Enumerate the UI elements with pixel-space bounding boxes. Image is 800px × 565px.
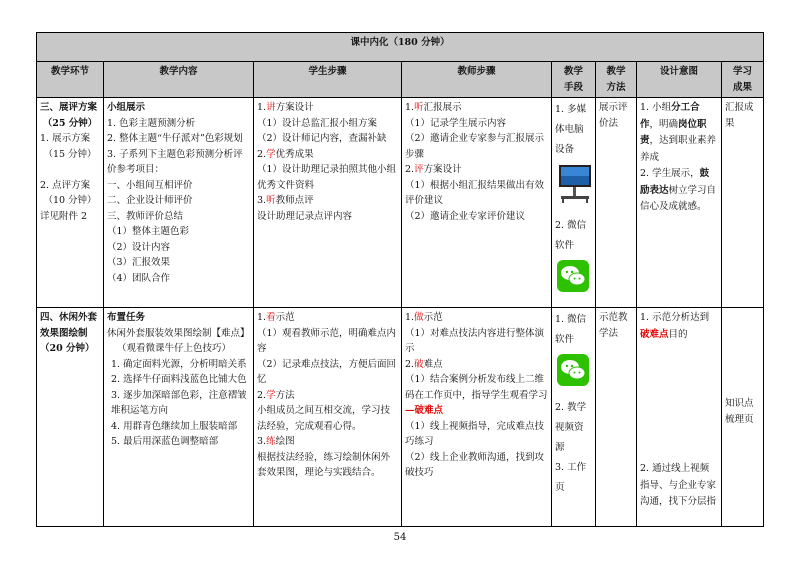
outcome-cell: 汇报成果 [722, 98, 764, 308]
table-title: 课中内化（180 分钟） [37, 33, 764, 62]
header-method: 教学 方法 [596, 62, 637, 98]
method-cell: 展示评价法 [596, 98, 637, 308]
table-row [37, 308, 764, 527]
intent-cell: 1. 示范分析达到破难点目的 2. 通过线上视频指导、与企业专家沟通，找下分层指 [637, 308, 722, 527]
header-outcome: 学习 成果 [722, 62, 764, 98]
teacher-cell: 1.做示范 （1）对难点技法内容进行整体演示 2.破难点 （1）结合案例分析发布线上二维码在工作页中，指导学生观看学习 —破难点 （1）线上视频指导，完成难点技巧练习 （2）线上企业教师沟通，找到攻破技巧 [402, 308, 552, 527]
lesson-plan-table [36, 32, 764, 527]
header-intent: 设计意图 [637, 62, 722, 98]
page-number: 54 [393, 532, 407, 543]
title-row [37, 33, 764, 62]
header-student: 学生步骤 [254, 62, 402, 98]
wechat-icon [557, 260, 592, 300]
means-cell: 1. 微信软件 2. 教学视频资源 3. 工作页 [552, 308, 596, 527]
outcome-cell: 知识点梳理页 [722, 308, 764, 527]
student-cell: 1.讲方案设计 （1）设计总监汇报小组方案 （2）设计师记内容，查漏补缺 2.学优秀成果 （1）设计助理记录拍照其他小组优秀文件资料 3.听教师点评 设计助理记录点评内容 [254, 98, 402, 308]
desktop-monitor-icon [557, 164, 592, 212]
wechat-icon [557, 354, 592, 394]
stage-cell: 四、休闲外套效果图绘制 （20 分钟） [37, 308, 104, 527]
table-row [37, 98, 764, 308]
teacher-cell: 1.听汇报展示 （1）记录学生展示内容 （2）邀请企业专家参与汇报展示步骤 2.评方案设计 （1）根据小组汇报结果做出有效评价建议 （2）邀请企业专家评价建议 [402, 98, 552, 308]
student-cell: 1.看示范 （1）观看教师示范，明确难点内容 （2）记录难点技法，方便后面回忆 2.学方法 小组成员之间互相交流，学习技法经验，完成观看心得。 3.练绘图 根据技法经验，练习绘制休闲外套效果图，理论与实践结合。 [254, 308, 402, 527]
header-means: 教学 手段 [552, 62, 596, 98]
header-teacher: 教师步骤 [402, 62, 552, 98]
means-cell: 1. 多媒体电脑设备 2. 微信软件 [552, 98, 596, 308]
method-cell: 示范教学法 [596, 308, 637, 527]
intent-cell: 1. 小组分工合作，明确岗位职责，达到职业素养养成 2. 学生展示，鼓励表达树立学习自信心及成就感。 [637, 98, 722, 308]
stage-cell: 三、展评方案 （25 分钟） 1. 展示方案 （15 分钟） 2. 点评方案 （10 分钟） 详见附件 2 [37, 98, 104, 308]
content-cell: 小组展示 1. 色彩主题预测分析 2. 整体主题“牛仔派对”色彩规划 3. 子系列下主题色彩预测分析评价参考项目： 一、小组间互相评价 二、企业设计师评价 三、教师评价总结 （1）整体主题色彩 （2）设计内容 （3）汇报效果 （4）团队合作 [104, 98, 254, 308]
content-cell: 布置任务 休闲外套服装效果图绘制【难点】 （观看微课牛仔上色技巧） 1. 确定面料光源，分析明暗关系 2. 选择牛仔面料浅蓝色比铺大色 3. 逐步加深暗部色彩，注意褶皱堆积运笔方向 4. 用群青色继续加上服装暗部 5. 最后用深蓝色调整暗部 [104, 308, 254, 527]
header-row [37, 62, 764, 98]
header-content: 教学内容 [104, 62, 254, 98]
header-stage: 教学环节 [37, 62, 104, 98]
